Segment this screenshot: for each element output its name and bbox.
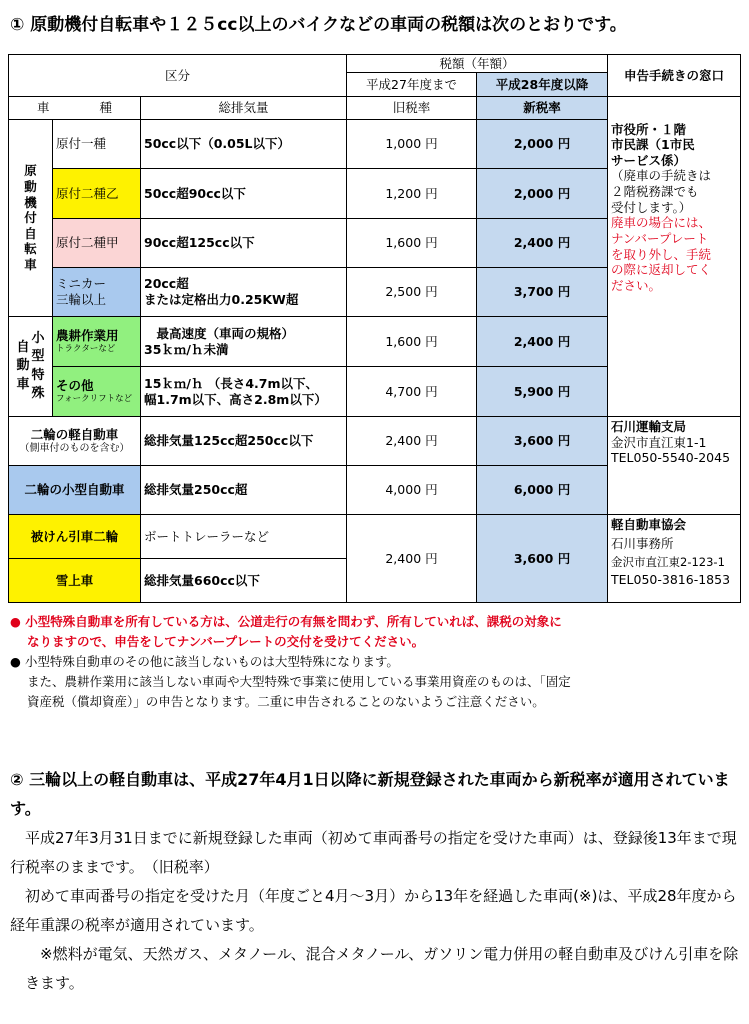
notes <box>10 612 740 712</box>
old-rate-cell: 4,700 円 <box>347 367 477 417</box>
note-red-line1: 小型特殊自動車を所有している方は、公道走行の有無を問わず、所有していれば、課税の対象に <box>25 614 562 629</box>
office2-title: 石川運輸支局 <box>611 419 687 434</box>
note-black-line1: 小型特殊自動車のその他に該当しないものは大型特殊になります。 <box>24 654 399 669</box>
old-rate-cell: 2,500 円 <box>347 268 477 317</box>
type-cell <box>53 317 141 367</box>
type-cell: 雪上車 <box>9 559 141 603</box>
displacement-cell: 総排気量660cc以下 <box>141 559 347 603</box>
type-sub: フォークリフトなど <box>56 394 133 404</box>
displacement-cell: 20cc超 または定格出力0.25KW超 <box>141 268 347 317</box>
new-rate-cell: 2,400 円 <box>477 219 608 268</box>
type-cell <box>9 417 141 466</box>
new-rate-cell: 2,400 円 <box>477 317 608 367</box>
note-black <box>10 652 740 672</box>
office3-name: 石川事務所 <box>611 535 674 551</box>
old-rate-cell: 2,400 円 <box>347 417 477 466</box>
old-rate-cell: 1,600 円 <box>347 219 477 268</box>
displacement-cell: 15ｋｍ/ｈ （長さ4.7m以下、 幅1.7m以下、高さ2.8m以下） <box>141 367 347 417</box>
header-zeigaku: 税額（年額） <box>347 55 608 73</box>
group-kogata: 小 型 特 殊 <box>31 331 45 401</box>
displacement-cell: 90cc超125cc以下 <box>141 219 347 268</box>
displacement-cell: 総排気量125cc超250cc以下 <box>141 417 347 466</box>
type-sub: トラクターなど <box>56 344 116 354</box>
note-red <box>10 612 740 632</box>
office3-tel: TEL050-3816-1853 <box>611 571 731 587</box>
paragraph-1: 平成27年3月31日までに新規登録した車両（初めて車両番号の指定を受けた車両）は、登録後13年まで現行税率のままです。 （旧税率） <box>10 829 737 876</box>
header-new-rate: 新税率 <box>477 97 608 120</box>
group-jido: 自 動 車 <box>16 340 30 392</box>
header-madoguchi: 申告手続きの窓口 <box>608 55 741 97</box>
new-rate-cell: 3,700 円 <box>477 268 608 317</box>
section-2-body <box>10 824 740 998</box>
new-rate-cell: 2,000 円 <box>477 120 608 169</box>
displacement-cell: 最高速度（車両の規格） 35ｋｍ/ｈ未満 <box>141 317 347 367</box>
note-red-line2: なりますので、申告をしてナンバープレートの交付を受けてください。 <box>27 634 425 649</box>
header-h28: 平成28年度以降 <box>477 73 608 97</box>
type-sub: （側車付のものを含む） <box>19 442 130 454</box>
type-cell: 被けん引車二輪 <box>9 515 141 559</box>
type-cell: 原付二種甲 <box>53 219 141 268</box>
black-bullet-mark: ● <box>10 654 21 669</box>
paragraph-3: ※燃料が電気、天然ガス、メタノール、混合メタノール、ガソリン電力併用の軽自動車及びけん引車を除きます。 <box>25 945 739 992</box>
office-city-hall <box>608 120 741 417</box>
office3-address: 金沢市直江東2-123-1 <box>611 554 725 569</box>
old-rate-cell: 4,000 円 <box>347 466 477 515</box>
header-haikiryo: 総排気量 <box>141 97 347 120</box>
office3-title: 軽自動車協会 <box>611 517 687 532</box>
note-black-line2: また、農耕作業用に該当しない車両や大型特殊で事業に使用している事業用資産のものは、「固定 <box>27 674 571 689</box>
displacement-cell: 50cc以下（0.05L以下） <box>141 120 347 169</box>
header-old-rate: 旧税率 <box>347 97 477 120</box>
paragraph-2: 初めて車両番号の指定を受けた月（年度ごと4月～3月）から13年を経過した車両(※)は、平成28年度から経年重課の税率が適用されています。 <box>10 887 737 934</box>
section-2-heading: ② 三輪以上の軽自動車は、平成27年4月1日以降に新規登録された車両から新税率が適用されています。 <box>10 770 730 818</box>
type-cell: 二輪の小型自動車 <box>9 466 141 515</box>
office1-title: 市役所・１階 市民課（1市民 サービス係） <box>611 121 695 168</box>
section-1-heading: ① 原動機付自転車や１２５cc以上のバイクなどの車両の税額は次のとおりです。 <box>10 15 627 35</box>
header-h27: 平成27年度まで <box>347 73 477 97</box>
header-kubun: 区分 <box>9 55 347 97</box>
old-rate-cell: 1,600 円 <box>347 317 477 367</box>
type-cell: 原付二種乙 <box>53 169 141 219</box>
group-jido-kogata <box>9 317 53 417</box>
displacement-cell: ボートトレーラーなど <box>141 515 347 559</box>
tax-rate-table <box>8 54 741 603</box>
office2-tel: TEL050-5540-2045 <box>611 450 731 466</box>
type-cell: 原付一種 <box>53 120 141 169</box>
red-bullet-mark: ● <box>10 614 21 629</box>
type-label: その他 <box>56 378 94 394</box>
office-transport-bureau <box>608 417 741 515</box>
old-rate-cell: 1,000 円 <box>347 120 477 169</box>
displacement-cell: 総排気量250cc超 <box>141 466 347 515</box>
header-shashu: 車 種 <box>9 97 141 120</box>
office2-address: 金沢市直江東1-1 <box>611 434 707 450</box>
group-gendouki: 原 動 機 付 自 転 車 <box>9 120 53 317</box>
new-rate-cell: 6,000 円 <box>477 466 608 515</box>
type-cell <box>53 367 141 417</box>
new-rate-cell: 3,600 円 <box>477 515 608 603</box>
new-rate-cell: 3,600 円 <box>477 417 608 466</box>
type-cell: ミニカー 三輪以上 <box>53 268 141 317</box>
old-rate-cell: 1,200 円 <box>347 169 477 219</box>
new-rate-cell: 2,000 円 <box>477 169 608 219</box>
displacement-cell: 50cc超90cc以下 <box>141 169 347 219</box>
office1-red-note: 廃車の場合には、 ナンバープレート を取り外し、手続 の際に返却してく ださい。 <box>611 215 712 293</box>
office1-note: （廃車の手続きは ２階税務課でも 受付します。） <box>611 168 712 215</box>
office-kei-association <box>608 515 741 603</box>
new-rate-cell: 5,900 円 <box>477 367 608 417</box>
type-label: 農耕作業用 <box>56 328 119 344</box>
note-black-line3: 資産税（償却資産）」の申告となります。二重に申告されることのないようご注意ください。 <box>27 694 545 709</box>
type-label: 二輪の軽自動車 <box>30 426 119 442</box>
old-rate-cell: 2,400 円 <box>347 515 477 603</box>
